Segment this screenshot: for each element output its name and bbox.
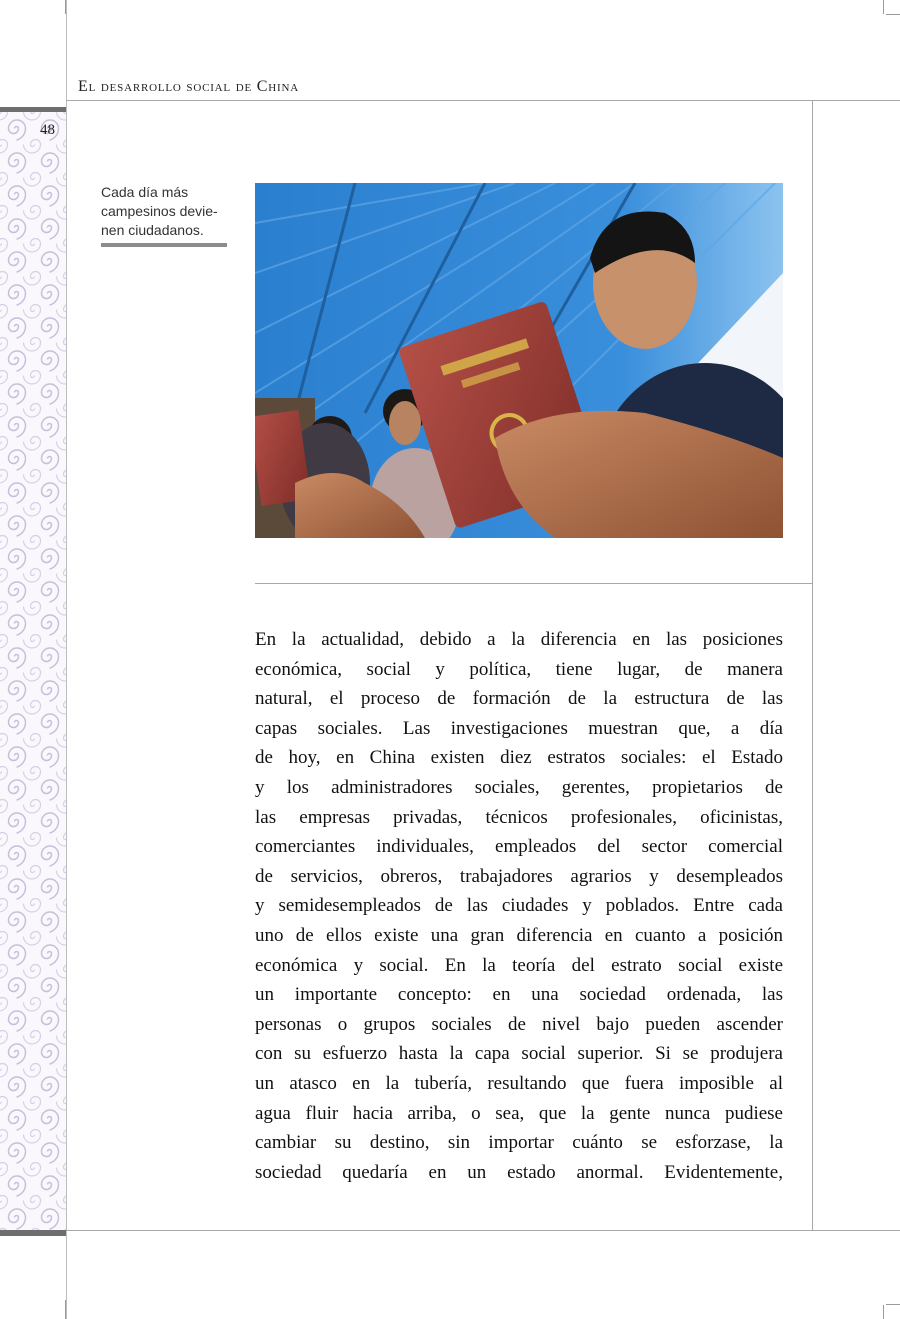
caption-line: nen ciudadanos.: [101, 222, 204, 238]
body-line: sociedad quedaría en un estado anormal. Evidentemente,: [255, 1161, 783, 1183]
crop-mark-bottom-right: [883, 1305, 884, 1319]
body-line: capas sociales. Las investigaciones muestran que, a día: [255, 717, 783, 739]
text-column-right-rule: [812, 100, 813, 1230]
photo-separator-rule: [255, 583, 812, 584]
crop-mark-top-right: [883, 0, 884, 14]
body-line: un atasco en la tubería, resultando que fuera imposible al: [255, 1072, 783, 1094]
body-line: de servicios, obreros, trabajadores agrarios y desempleados: [255, 865, 783, 887]
caption-line: Cada día más: [101, 184, 189, 200]
footer-rule: [66, 1230, 900, 1231]
crop-mark-right-bottom: [886, 1304, 900, 1305]
body-line: personas o grupos sociales de nivel bajo pueden ascender: [255, 1013, 783, 1035]
crop-mark-right-top: [886, 14, 900, 15]
body-line: de hoy, en China existen diez estratos sociales: el Estado: [255, 747, 783, 769]
caption-line: campesinos devie-: [101, 203, 218, 219]
left-margin-rule: [66, 0, 67, 1319]
body-line: económica y social. En la teoría del estrato social existe: [255, 954, 783, 976]
body-line: comerciantes individuales, empleados del sector comercial: [255, 836, 783, 858]
body-line: uno de ellos existe una gran diferencia en cuanto a posición: [255, 924, 783, 946]
photo-image-icon: [255, 183, 783, 538]
body-line: un importante concepto: en una sociedad ordenada, las: [255, 984, 783, 1006]
body-line: agua fluir hacia arriba, o sea, que la gente nunca pudiese: [255, 1102, 783, 1124]
body-line: cambiar su destino, sin importar cuánto se esforzase, la: [255, 1132, 783, 1154]
body-line: En la actualidad, debido a la diferencia en las posiciones: [255, 629, 783, 650]
body-line: las empresas privadas, técnicos profesionales, oficinistas,: [255, 806, 783, 828]
header-rule: [66, 100, 900, 101]
band-bottom-bar: [0, 1230, 66, 1236]
body-line: y los administradores sociales, gerentes, propietarios de: [255, 776, 783, 798]
body-line: y semidesempleados de las ciudades y poblados. Entre cada: [255, 895, 783, 917]
photo-caption: [101, 183, 229, 240]
body-text: [255, 625, 783, 1187]
running-head: El desarrollo social de China: [78, 78, 299, 95]
caption-underline-bar: [101, 243, 227, 247]
body-line: económica, social y política, tiene lugar, de manera: [255, 658, 783, 680]
page-number: 48: [40, 122, 55, 138]
spiral-pattern-icon: [0, 112, 66, 1230]
body-line: con su esfuerzo hasta la capa social superior. Si se produjera: [255, 1043, 783, 1065]
photo-passport-holders: [255, 183, 783, 538]
decorative-spiral-band: [0, 112, 66, 1230]
body-line: natural, el proceso de formación de la estructura de las: [255, 688, 783, 710]
